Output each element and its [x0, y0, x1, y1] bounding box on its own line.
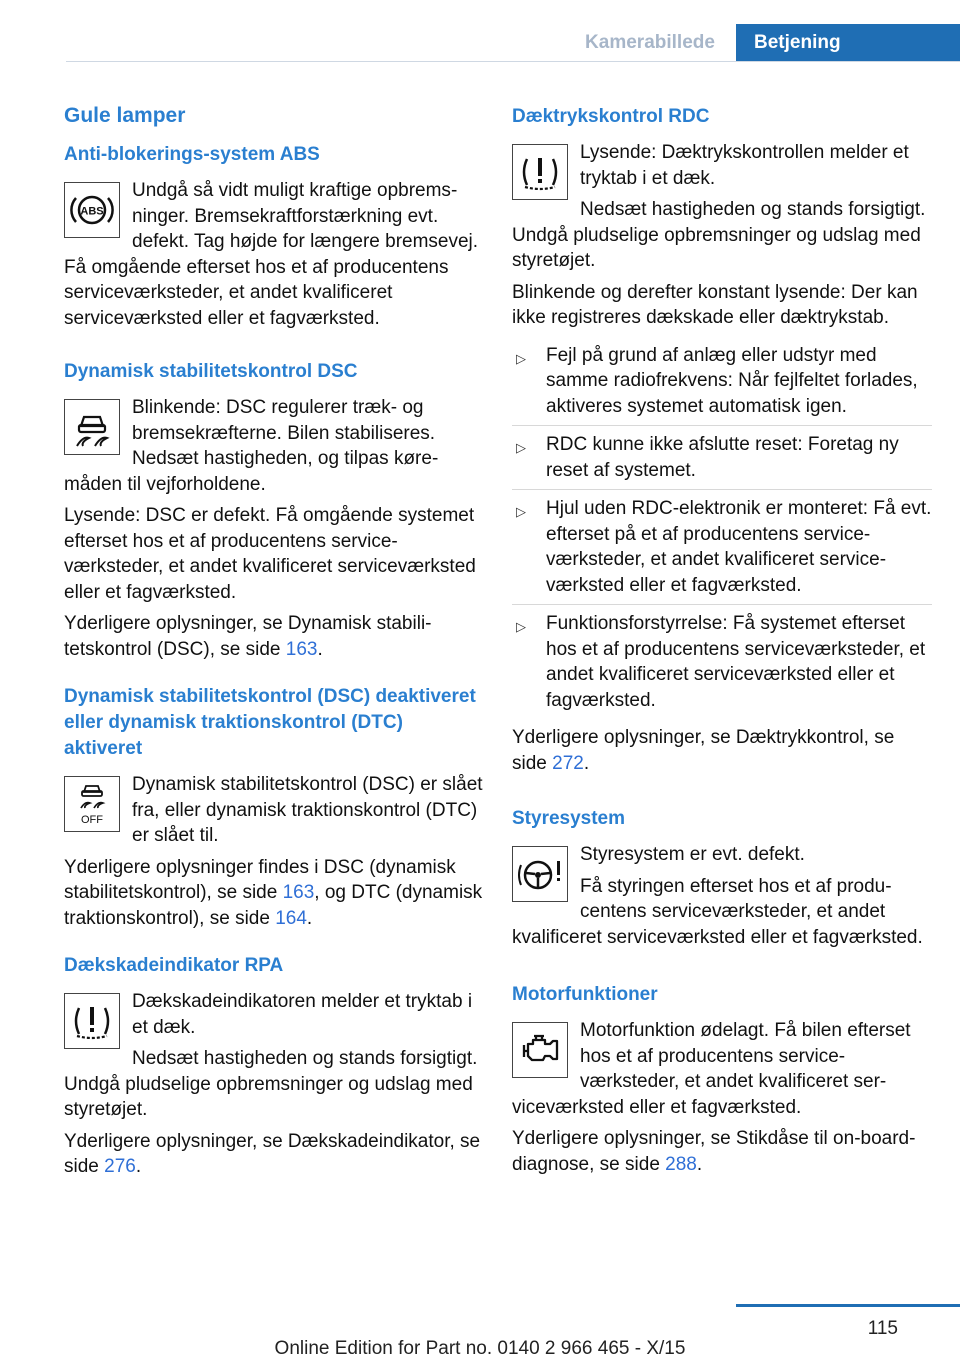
dsc-off-item — [64, 772, 484, 855]
list-item-text: Funktionsforstyrrelse: Få systemet efterset hos et af producentens serviceværksteder, et andet kvalificeret serviceværksted eller et fagværksted. — [546, 613, 926, 711]
page-link-272[interactable]: 272 — [552, 752, 584, 774]
right-column — [512, 100, 932, 1183]
dsc-lit-text: Lysende: DSC er defekt. Få omgående systemet efterset hos et af producentens serviceværksteder, et andet kvalificeret serviceværksted eller et fagværksted. — [64, 505, 476, 603]
header-section-operation[interactable]: Betjening — [736, 24, 960, 62]
list-item-text: RDC kunne ikke afslutte reset: Foretag ny reset af systemet. — [546, 434, 899, 481]
rdc-heading: Dæktrykskontrol RDC — [512, 106, 710, 127]
svg-text:OFF: OFF — [81, 814, 103, 826]
rdc-info-text: Yderligere oplysninger, se Dæktrykkontrol, se side — [512, 727, 895, 774]
rpa-heading: Dækskadeindikator RPA — [64, 955, 284, 976]
list-item-text: Hjul uden RDC-elektronik er monteret: Få evt. efterset på et af producentens serviceværksteder, et andet kvalificeret serviceværksted eller et fagværksted. — [546, 498, 932, 596]
steering-warning-icon — [512, 846, 568, 902]
edition-footer: Online Edition for Part no. 0140 2 966 465 - X/15 — [274, 1338, 686, 1359]
engine-info-end: . — [696, 1153, 703, 1175]
triangle-bullet-icon: ▷ — [516, 350, 526, 366]
list-item — [512, 490, 932, 605]
dsc-off-text: Dynamisk stabilitetskontrol (DSC) er slået fra, eller dynamisk traktionskontrol (DTC) er slået til. — [132, 774, 483, 846]
left-column — [64, 100, 484, 1186]
list-item-text: Fejl på grund af anlæg eller udstyr med samme radiofrekvens: Når fejlfeltet forlades, aktiveres systemet automatisk igen. — [546, 344, 918, 417]
rpa-text2: Nedsæt hastigheden og stands forsigtigt. Undgå pludselige opbremsninger og udslag med styretøjet. — [64, 1048, 478, 1120]
section-title: Gule lamper — [64, 104, 186, 127]
dsc-off-info-text: Yderligere oplysninger findes i DSC (dynamisk stabilitetskontrol), se side — [64, 856, 456, 903]
abs-heading: Anti-blokerings-system ABS — [64, 144, 320, 165]
dsc-off-more-info — [64, 855, 484, 932]
dsc-off-info-end: . — [306, 907, 313, 929]
svg-text:ABS: ABS — [80, 205, 104, 218]
header-divider — [66, 61, 960, 62]
dsc-more-info-end: . — [317, 638, 323, 660]
tire-warning-icon — [64, 993, 120, 1049]
abs-item — [64, 178, 484, 337]
dsc-off-info-mid: , og DTC (dynamisk traktionskontrol), se side — [64, 882, 483, 929]
rdc-more-info — [512, 725, 932, 776]
rdc-text1: Lysende: Dæktrykskontrollen melder et tryktab i et dæk. — [580, 142, 909, 189]
rdc-text2: Nedsæt hastigheden og stands forsigtigt. Undgå pludselige opbremsninger og udslag med styretøjet. — [512, 199, 926, 271]
triangle-bullet-icon: ▷ — [516, 619, 526, 634]
dsc-off-icon — [64, 776, 120, 832]
engine-heading: Motorfunktioner — [512, 984, 658, 1005]
rdc-bullet-list — [512, 337, 932, 720]
list-item — [512, 426, 932, 490]
page-link-288[interactable]: 288 — [665, 1153, 697, 1175]
triangle-bullet-icon: ▷ — [516, 504, 526, 519]
engine-info-text: Yderligere oplysninger, se Stikdåse til on-board-diagnose, se side — [512, 1128, 916, 1175]
rpa-info-text: Yderligere oplysninger, se Dækskadeindikator, se side — [64, 1130, 481, 1177]
list-item — [512, 605, 932, 719]
header-section-camera[interactable]: Kamerabillede — [585, 32, 715, 53]
page-header — [0, 24, 960, 62]
rpa-more-info — [64, 1129, 484, 1180]
engine-item — [512, 1018, 932, 1126]
triangle-bullet-icon: ▷ — [516, 440, 526, 455]
rpa-item — [64, 989, 484, 1129]
rpa-text1: Dækskadeindikatoren melder et tryktab i et dæk. — [132, 991, 473, 1038]
rdc-info-end: . — [583, 752, 590, 774]
page-link-276[interactable]: 276 — [104, 1156, 136, 1177]
steering-text2: Få styringen efterset hos et af producentens serviceværksteder, et andet kvalificeret serviceværksted eller et fagværksted. — [512, 875, 923, 948]
rdc-item — [512, 140, 932, 280]
rpa-info-end: . — [135, 1156, 142, 1177]
engine-more-info — [512, 1126, 932, 1177]
dsc-heading: Dynamisk stabilitetskontrol DSC — [64, 361, 358, 382]
dsc-more-info — [64, 611, 484, 662]
dsc-blinking-text: Blinkende: DSC regulerer træk- og bremsekræfterne. Bilen stabiliseres. Nedsæt hastigheden, og tilpas køremåden til vejforholdene. — [64, 397, 439, 495]
page-link-163-b[interactable]: 163 — [282, 882, 315, 903]
dsc-more-info-text: Yderligere oplysninger, se Dynamisk stabilitetskontrol (DSC), se side — [64, 613, 432, 660]
steering-heading: Styresystem — [512, 808, 626, 829]
steering-item — [512, 842, 932, 956]
steering-text1: Styresystem er evt. defekt. — [580, 844, 805, 865]
page-link-163[interactable]: 163 — [285, 638, 318, 660]
engine-text1: Motorfunktion ødelagt. Få bilen efterset hos et af producentens serviceværksteder, et andet kvalificeret serviceværksted eller et fagværksted. — [512, 1020, 911, 1118]
list-item — [512, 337, 932, 427]
page-number: 115 — [867, 1318, 898, 1339]
dsc-item — [64, 395, 484, 503]
engine-check-icon — [512, 1022, 568, 1078]
page-link-164[interactable]: 164 — [275, 907, 307, 929]
abs-text: Undgå så vidt muligt kraftige opbremsninger. Bremsekraftforstærkning evt. defekt. Tag højde for længere bremsevej. Få omgående efterset hos et af producentens serviceværksteder, et andet kvalificeret serviceværksted eller et fagværksted. — [64, 180, 479, 329]
footer-divider — [736, 1304, 960, 1307]
dsc-skid-icon — [64, 399, 120, 455]
tire-warning-icon — [512, 144, 568, 200]
dsc-off-heading: Dynamisk stabilitetskontrol (DSC) deaktiveret eller dynamisk traktionskontrol (DTC) aktiveret — [64, 686, 476, 759]
abs-warning-icon — [64, 182, 120, 238]
rdc-text3: Blinkende og derefter konstant lysende: Der kan ikke registreres dækskade eller dæktrykstab. — [512, 281, 918, 328]
